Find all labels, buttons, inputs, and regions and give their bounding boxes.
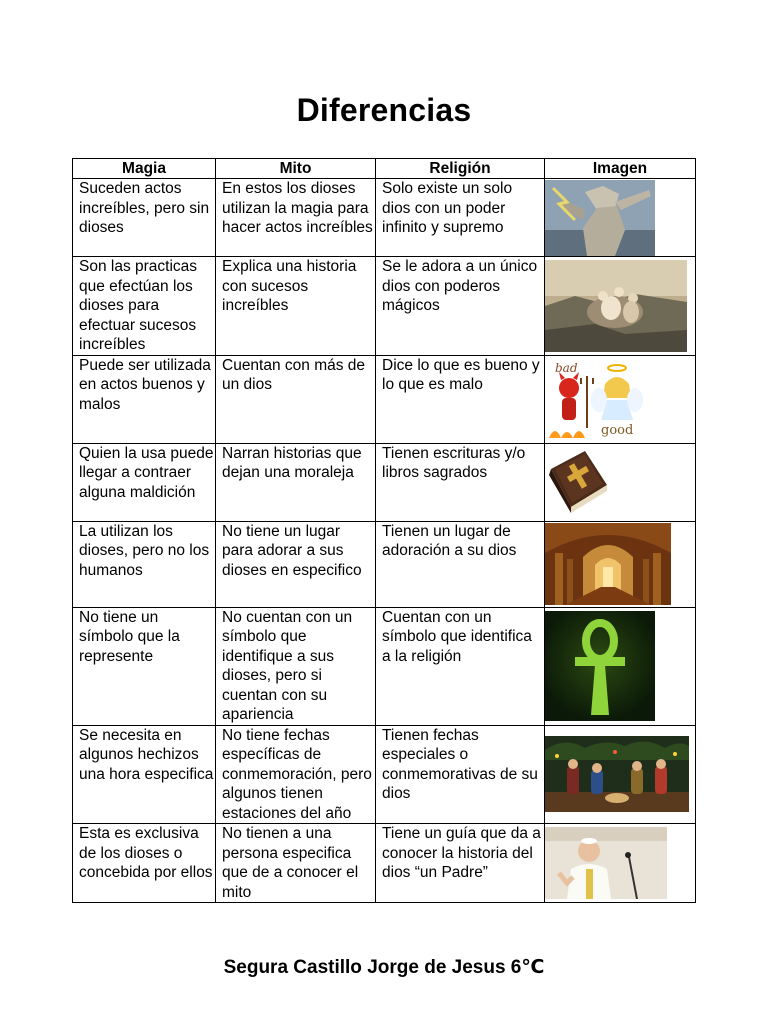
table-row bbox=[73, 824, 696, 903]
cell-magia: Puede ser utilizada en actos buenos y malos bbox=[73, 355, 216, 443]
table-row bbox=[73, 725, 696, 824]
cell-imagen bbox=[545, 443, 696, 521]
cell-magia: No tiene un símbolo que la represente bbox=[73, 607, 216, 725]
cell-religion: Dice lo que es bueno y lo que es malo bbox=[376, 355, 545, 443]
cell-magia: Suceden actos increíbles, pero sin dioses bbox=[73, 179, 216, 257]
table-row bbox=[73, 607, 696, 725]
cell-magia: La utilizan los dioses, pero no los humanos bbox=[73, 521, 216, 607]
table-row bbox=[73, 257, 696, 356]
devil-angel-image bbox=[545, 358, 695, 440]
gods-painting-image bbox=[545, 260, 695, 352]
header-mito: Mito bbox=[216, 159, 376, 179]
cell-mito: En estos los dioses utilizan la magia para hacer actos increíbles bbox=[216, 179, 376, 257]
cell-magia: Esta es exclusiva de los dioses o concebida por ellos bbox=[73, 824, 216, 903]
good-label: good bbox=[601, 423, 634, 438]
table-row bbox=[73, 179, 696, 257]
cell-religion: Tienen un lugar de adoración a su dios bbox=[376, 521, 545, 607]
cell-religion: Cuentan con un símbolo que identifica a la religión bbox=[376, 607, 545, 725]
table-row bbox=[73, 443, 696, 521]
cell-mito: No cuentan con un símbolo que identifique a sus dioses, pero si cuentan con su apariencia bbox=[216, 607, 376, 725]
header-magia: Magia bbox=[73, 159, 216, 179]
cell-imagen bbox=[545, 257, 696, 356]
cell-mito: No tienen a una persona especifica que de a conocer el mito bbox=[216, 824, 376, 903]
church-interior-image bbox=[545, 523, 695, 605]
holy-bible-image bbox=[545, 447, 695, 517]
cell-religion: Se le adora a un único dios con poderos mágicos bbox=[376, 257, 545, 356]
cell-imagen bbox=[545, 355, 696, 443]
cell-imagen bbox=[545, 179, 696, 257]
header-religion: Religión bbox=[376, 159, 545, 179]
cell-mito: No tiene fechas específicas de conmemoración, pero algunos tienen estaciones del año bbox=[216, 725, 376, 824]
cell-magia: Son las practicas que efectúan los dioses para efectuar sucesos increíbles bbox=[73, 257, 216, 356]
ankh-symbol-image bbox=[545, 611, 695, 721]
cell-mito: Narran historias que dejan una moraleja bbox=[216, 443, 376, 521]
bad-label: bad bbox=[555, 361, 578, 375]
cell-mito: No tiene un lugar para adorar a sus dioses en especifico bbox=[216, 521, 376, 607]
header-imagen: Imagen bbox=[545, 159, 696, 179]
differences-table bbox=[72, 158, 696, 903]
cell-imagen bbox=[545, 521, 696, 607]
author-signature: Segura Castillo Jorge de Jesus 6℃ bbox=[223, 957, 545, 978]
cell-magia: Se necesita en algunos hechizos una hora especifica bbox=[73, 725, 216, 824]
cell-imagen bbox=[545, 725, 696, 824]
nativity-scene-image bbox=[545, 736, 695, 812]
pope-image bbox=[545, 827, 695, 899]
cell-mito: Explica una historia con sucesos increíbles bbox=[216, 257, 376, 356]
cell-religion: Tienen escrituras y/o libros sagrados bbox=[376, 443, 545, 521]
cell-religion: Solo existe un solo dios con un poder infinito y supremo bbox=[376, 179, 545, 257]
page-title: Diferencias bbox=[296, 92, 472, 128]
table-row bbox=[73, 355, 696, 443]
cell-mito: Cuentan con más de un dios bbox=[216, 355, 376, 443]
cell-religion: Tienen fechas especiales o conmemorativas de su dios bbox=[376, 725, 545, 824]
zeus-statue-image bbox=[545, 180, 695, 256]
table-row bbox=[73, 521, 696, 607]
cell-imagen bbox=[545, 607, 696, 725]
cell-imagen bbox=[545, 824, 696, 903]
cell-religion: Tiene un guía que da a conocer la historia del dios “un Padre” bbox=[376, 824, 545, 903]
cell-magia: Quien la usa puede llegar a contraer alguna maldición bbox=[73, 443, 216, 521]
table-header-row bbox=[73, 159, 696, 179]
